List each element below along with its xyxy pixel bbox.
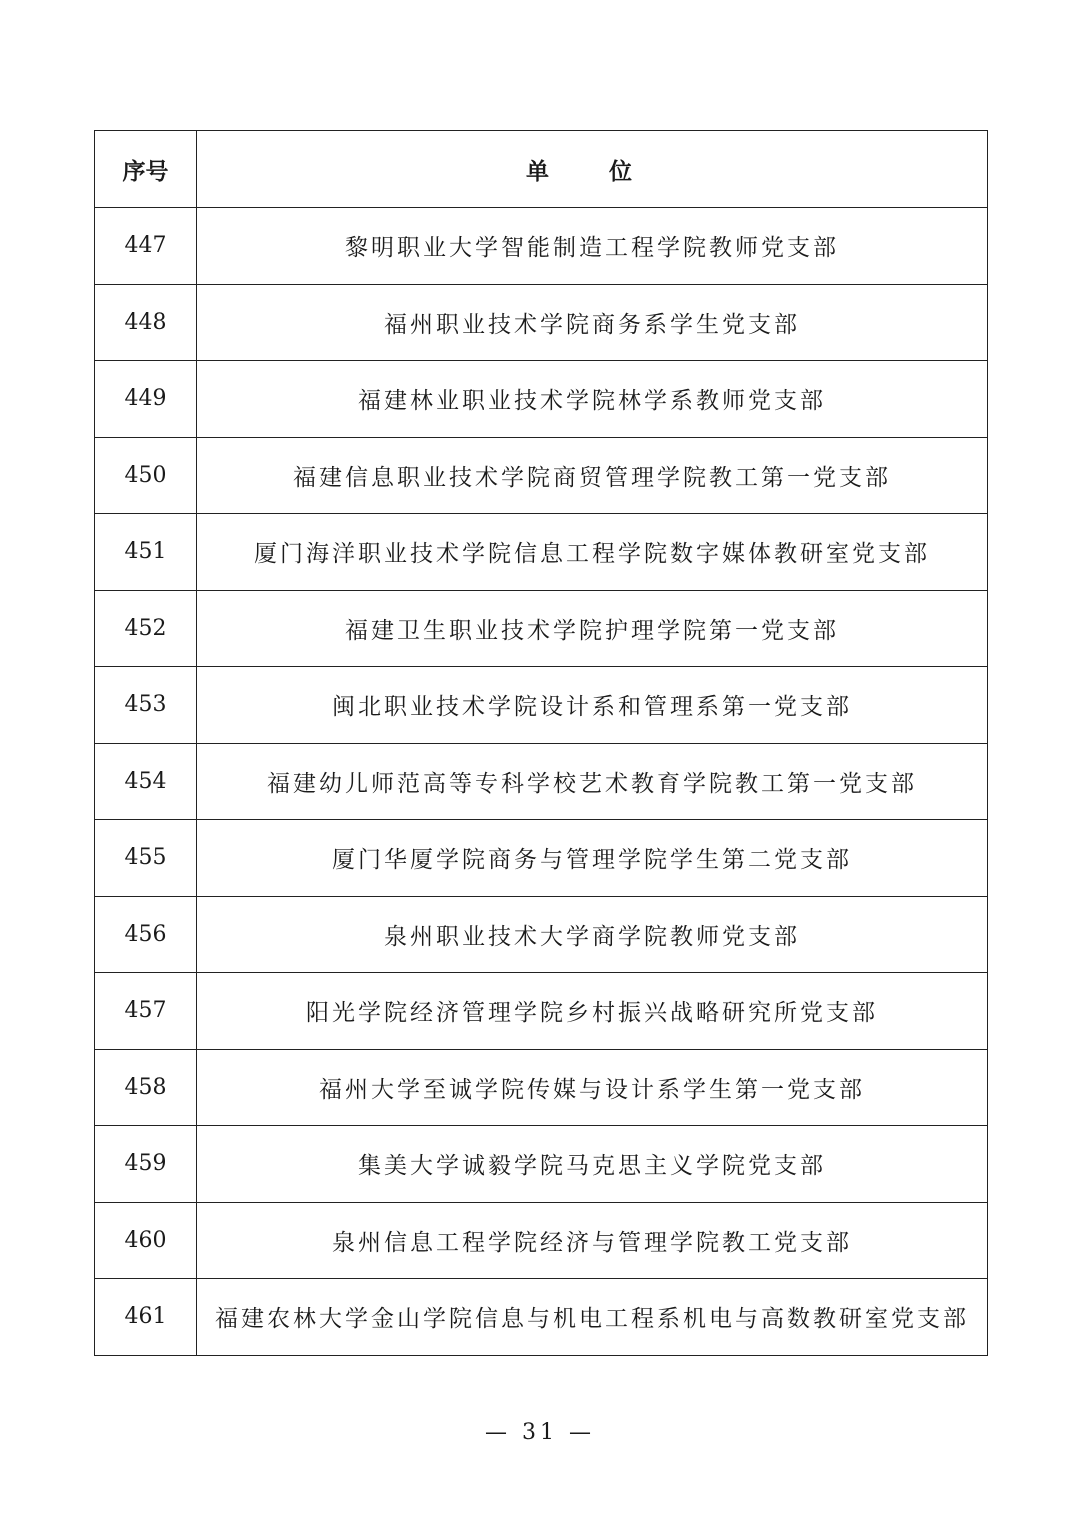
row-index: 460: [95, 1202, 197, 1279]
row-index: 447: [95, 208, 197, 285]
table-row: [95, 361, 988, 438]
table-row: [95, 1049, 988, 1126]
table-row: [95, 667, 988, 744]
row-index: 453: [95, 667, 197, 744]
table-row: [95, 437, 988, 514]
table-row: [95, 973, 988, 1050]
table-header-row: [95, 131, 988, 208]
row-unit: 福建农林大学金山学院信息与机电工程系机电与高数教研室党支部: [197, 1279, 988, 1356]
page-number: — 31 —: [485, 1420, 595, 1445]
row-unit: 厦门海洋职业技术学院信息工程学院数字媒体教研室党支部: [197, 514, 988, 591]
row-unit: 黎明职业大学智能制造工程学院教师党支部: [197, 208, 988, 285]
header-unit: 单 位: [197, 131, 988, 208]
table-row: [95, 284, 988, 361]
table-row: [95, 820, 988, 897]
row-unit: 厦门华厦学院商务与管理学院学生第二党支部: [197, 820, 988, 897]
row-unit: 集美大学诚毅学院马克思主义学院党支部: [197, 1126, 988, 1203]
row-unit: 泉州信息工程学院经济与管理学院教工党支部: [197, 1202, 988, 1279]
table-row: [95, 1279, 988, 1356]
row-index: 459: [95, 1126, 197, 1203]
row-index: 450: [95, 437, 197, 514]
row-unit: 福建信息职业技术学院商贸管理学院教工第一党支部: [197, 437, 988, 514]
table-row: [95, 1202, 988, 1279]
row-index: 449: [95, 361, 197, 438]
row-unit: 福州大学至诚学院传媒与设计系学生第一党支部: [197, 1049, 988, 1126]
row-unit: 福州职业技术学院商务系学生党支部: [197, 284, 988, 361]
row-unit: 阳光学院经济管理学院乡村振兴战略研究所党支部: [197, 973, 988, 1050]
row-index: 454: [95, 743, 197, 820]
row-index: 451: [95, 514, 197, 591]
row-unit: 泉州职业技术大学商学院教师党支部: [197, 896, 988, 973]
table-row: [95, 208, 988, 285]
table-row: [95, 743, 988, 820]
row-unit: 闽北职业技术学院设计系和管理系第一党支部: [197, 667, 988, 744]
row-index: 458: [95, 1049, 197, 1126]
row-index: 455: [95, 820, 197, 897]
unit-list-table-wrapper: [94, 130, 987, 1356]
header-index: 序号: [95, 131, 197, 208]
row-unit: 福建卫生职业技术学院护理学院第一党支部: [197, 590, 988, 667]
table-row: [95, 896, 988, 973]
row-index: 452: [95, 590, 197, 667]
table-row: [95, 1126, 988, 1203]
unit-list-table: [94, 130, 988, 1356]
row-index: 461: [95, 1279, 197, 1356]
row-index: 456: [95, 896, 197, 973]
row-index: 457: [95, 973, 197, 1050]
row-index: 448: [95, 284, 197, 361]
table-row: [95, 514, 988, 591]
row-unit: 福建林业职业技术学院林学系教师党支部: [197, 361, 988, 438]
table-row: [95, 590, 988, 667]
row-unit: 福建幼儿师范高等专科学校艺术教育学院教工第一党支部: [197, 743, 988, 820]
